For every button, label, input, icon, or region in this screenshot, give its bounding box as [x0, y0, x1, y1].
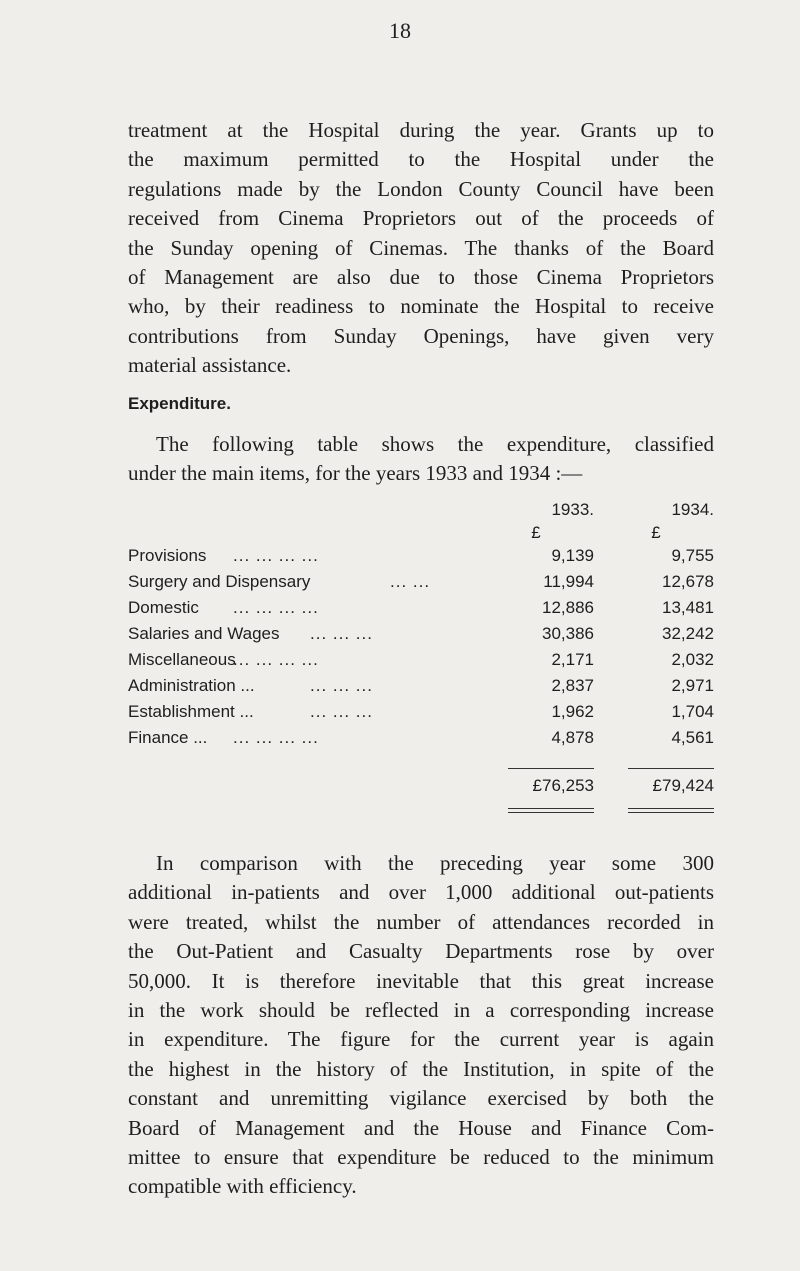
- value-1934: 4,561: [671, 728, 714, 747]
- table-row: [128, 572, 714, 598]
- value-1933: 9,139: [551, 546, 594, 565]
- column-header-1934: 1934.: [671, 500, 714, 519]
- text-line: the Sunday opening of Cinemas. The thanks of the Board: [128, 235, 714, 260]
- value-1934: 9,755: [671, 546, 714, 565]
- text-line: In comparison with the preceding year some 300: [156, 851, 714, 875]
- text-line: the highest in the history of the Institution, in spite of the: [128, 1056, 714, 1081]
- paragraph-comparison: [128, 849, 714, 1202]
- leader-dots: ... ... ... ...: [233, 728, 319, 747]
- text-line: the Out-Patient and Casualty Departments rose by over: [128, 939, 714, 964]
- value-1934: 2,971: [671, 676, 714, 695]
- column-header-1933: 1933.: [551, 500, 594, 519]
- leader-dots: ... ... ... ...: [233, 598, 319, 617]
- paragraph-grants: [128, 116, 714, 381]
- text-line: compatible with efficiency.: [128, 1174, 357, 1199]
- row-label: Provisions: [128, 546, 207, 565]
- value-1934: 2,032: [671, 650, 714, 669]
- text-line: constant and unremitting vigilance exercised by both the: [128, 1086, 714, 1111]
- row-label: Finance ...: [128, 728, 208, 747]
- text-line: material assistance.: [128, 353, 292, 378]
- text-line: contributions from Sunday Openings, have given very: [128, 323, 714, 348]
- value-1934: 12,678: [662, 572, 714, 591]
- subtotal-rule-1933: [508, 768, 594, 769]
- text-line: in the work should be reflected in a corresponding increase: [128, 998, 714, 1023]
- text-line: treatment at the Hospital during the year. Grants up to: [128, 118, 714, 142]
- total-double-rule-1933: [508, 808, 594, 813]
- text-line: under the main items, for the years 1933 and 1934 :—: [128, 461, 583, 486]
- text-line: Board of Management and the House and Finance Com-: [128, 1115, 714, 1140]
- leader-dots: ... ... ... ...: [233, 650, 319, 669]
- value-1934: 13,481: [662, 598, 714, 617]
- text-line: were treated, whilst the number of attendances recorded in: [128, 909, 714, 934]
- leader-dots: ... ... ... ...: [233, 546, 319, 565]
- table-row: [128, 702, 714, 728]
- leader-dots: ... ... ...: [310, 676, 373, 695]
- page-number: 18: [389, 18, 411, 43]
- row-label: Administration ...: [128, 676, 255, 695]
- leader-dots: ... ... ...: [310, 624, 373, 643]
- value-1933: 12,886: [542, 598, 594, 617]
- row-label: Domestic: [128, 598, 199, 617]
- row-label: Establishment ...: [128, 702, 254, 721]
- table-row: [128, 624, 714, 650]
- row-label: Salaries and Wages: [128, 624, 280, 643]
- text-line: regulations made by the London County Council have been: [128, 176, 714, 201]
- row-label: Surgery and Dispensary: [128, 572, 311, 591]
- section-heading-expenditure: Expenditure.: [128, 394, 231, 413]
- table-row: [128, 728, 714, 754]
- value-1934: 32,242: [662, 624, 714, 643]
- leader-dots: ... ... ...: [310, 702, 373, 721]
- table-row: [128, 598, 714, 624]
- text-line: mittee to ensure that expenditure be reduced to the minimum: [128, 1145, 714, 1170]
- text-line: who, by their readiness to nominate the Hospital to receive: [128, 294, 714, 319]
- text-line: the maximum permitted to the Hospital under the: [128, 147, 714, 172]
- total-1934: £79,424: [652, 776, 714, 795]
- value-1933: 2,837: [551, 676, 594, 695]
- value-1933: 2,171: [551, 650, 594, 669]
- row-label: Miscellaneous: [128, 650, 236, 669]
- table-row: [128, 546, 714, 572]
- table-row: [128, 650, 714, 676]
- value-1933: 30,386: [542, 624, 594, 643]
- text-line: additional in-patients and over 1,000 additional out-patients: [128, 880, 714, 905]
- text-line: received from Cinema Proprietors out of the proceeds of: [128, 206, 714, 231]
- total-1933: £76,253: [532, 776, 594, 795]
- value-1934: 1,704: [671, 702, 714, 721]
- unit-1934: £: [651, 523, 661, 542]
- table-intro: [128, 430, 714, 489]
- text-line: of Management are also due to those Cinema Proprietors: [128, 265, 714, 290]
- value-1933: 1,962: [551, 702, 594, 721]
- text-line: 50,000. It is therefore inevitable that this great increase: [128, 968, 714, 993]
- value-1933: 4,878: [551, 728, 594, 747]
- text-line: in expenditure. The figure for the current year is again: [128, 1027, 714, 1052]
- total-double-rule-1934: [628, 808, 714, 813]
- table-row: [128, 676, 714, 702]
- leader-dots: ... ...: [390, 572, 431, 591]
- value-1933: 11,994: [543, 572, 594, 591]
- text-line: The following table shows the expenditure, classified: [156, 432, 714, 456]
- unit-1933: £: [531, 523, 541, 542]
- subtotal-rule-1934: [628, 768, 714, 769]
